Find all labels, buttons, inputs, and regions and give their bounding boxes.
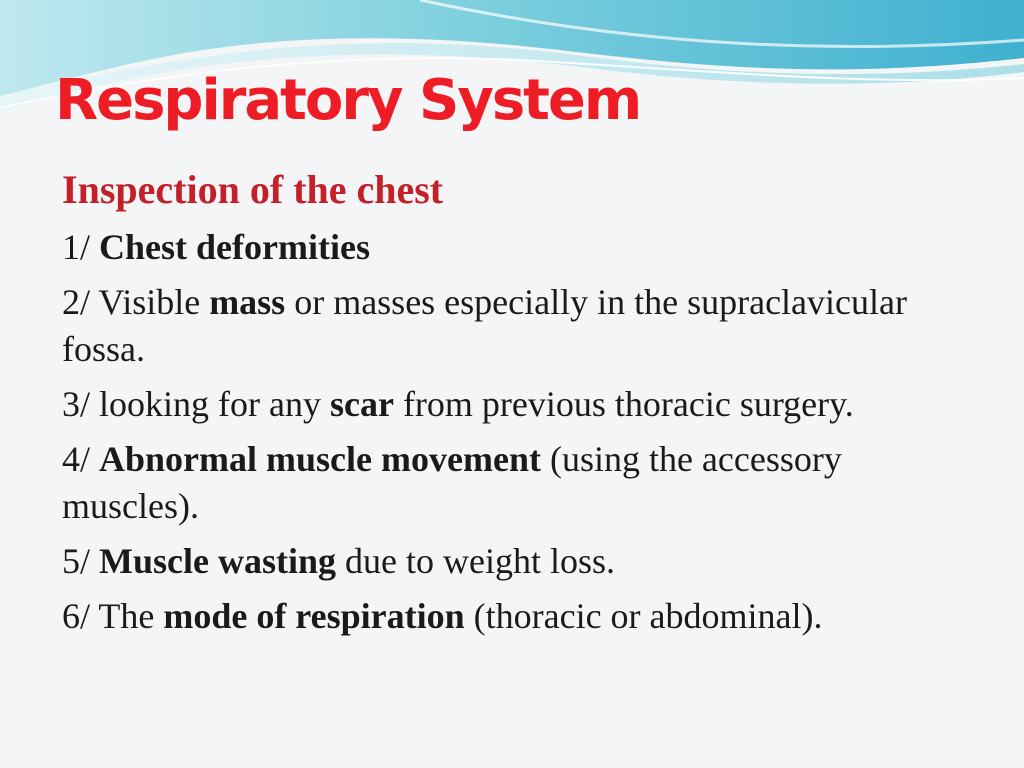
slide-subtitle: Inspection of the chest	[62, 167, 444, 212]
list-item	[62, 224, 962, 271]
item-prefix: 3/ looking for any	[62, 384, 330, 424]
item-suffix: or masses especially in the supraclavicular fossa.	[62, 282, 907, 369]
item-keyword: Abnormal muscle movement	[99, 439, 541, 479]
item-suffix: (thoracic or abdominal).	[464, 596, 823, 636]
list-item	[62, 593, 962, 640]
item-keyword: mode of respiration	[163, 596, 465, 636]
item-prefix: 6/ The	[62, 596, 164, 636]
item-prefix: 2/ Visible	[62, 282, 210, 322]
item-suffix: due to weight loss.	[336, 541, 615, 581]
item-prefix: 1/	[62, 227, 100, 267]
list-item	[62, 381, 962, 428]
list-item	[62, 436, 962, 530]
item-keyword: Chest deformities	[99, 227, 370, 267]
item-keyword: scar	[329, 384, 394, 424]
item-prefix: 4/	[62, 439, 100, 479]
item-keyword: Muscle wasting	[99, 541, 337, 581]
item-suffix: (using the accessory muscles).	[62, 439, 842, 526]
item-keyword: mass	[209, 282, 286, 322]
item-prefix: 5/	[62, 541, 100, 581]
slide-title: Respiratory System	[55, 68, 641, 133]
item-suffix: from previous thoracic surgery.	[393, 384, 854, 424]
inspection-list	[62, 224, 962, 648]
list-item	[62, 538, 962, 585]
list-item	[62, 279, 962, 373]
